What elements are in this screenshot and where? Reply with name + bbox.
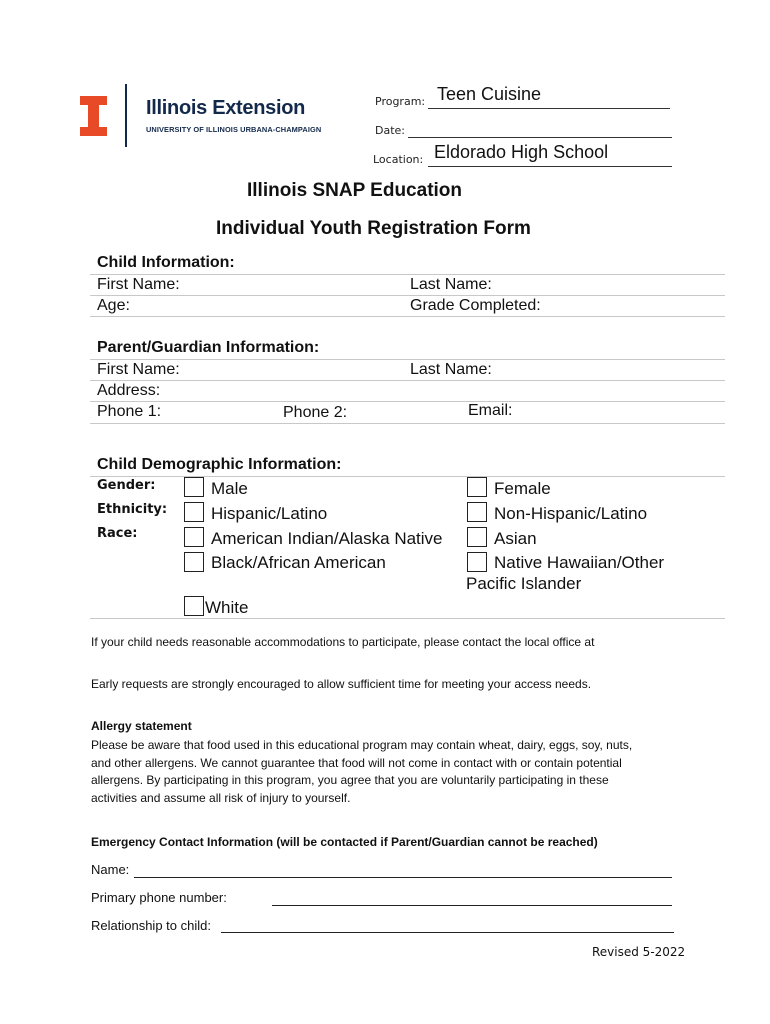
program-value[interactable]: Teen Cuisine [437,84,542,104]
female-checkbox[interactable] [467,477,487,497]
rule [90,423,725,424]
form-title: Illinois SNAP Education [247,180,463,201]
child-grade-field[interactable]: Grade Completed: [410,297,541,314]
parent-first-name-field[interactable]: First Name: [97,361,180,378]
race-label: Race: [97,526,138,541]
logo-divider [125,84,127,147]
parent-phone2-field[interactable]: Phone 2: [283,404,348,421]
allergy-heading: Allergy statement [91,719,192,733]
native-hawaiian-option-label-2: Pacific Islander [466,574,582,593]
white-checkbox[interactable] [184,596,204,616]
hispanic-option-label: Hispanic/Latino [211,504,328,523]
date-label: Date: [375,124,405,137]
black-checkbox[interactable] [184,552,204,572]
location-value[interactable]: Eldorado High School [434,142,609,162]
non-hispanic-option-label: Non-Hispanic/Latino [494,504,648,523]
accommodations-text: If your child needs reasonable accommodations to participate, please contact the local office at [91,635,595,649]
rule [90,618,725,619]
location-line [428,166,672,167]
program-label: Program: [375,95,426,108]
american-indian-option-label: American Indian/Alaska Native [211,529,443,548]
emergency-relationship-label: Relationship to child: [91,918,211,933]
emergency-heading: Emergency Contact Information (will be contacted if Parent/Guardian cannot be reached) [91,835,598,849]
white-option-label: White [205,598,249,617]
rule [90,401,725,402]
allergy-text-line: activities and assume all risk of injury to yourself. [91,791,351,805]
rule [90,295,725,296]
parent-address-field[interactable]: Address: [97,382,161,399]
child-info-heading: Child Information: [97,254,235,271]
revised-date: Revised 5-2022 [592,945,686,959]
logo-subtitle: UNIVERSITY OF ILLINOIS URBANA-CHAMPAIGN [146,125,322,134]
demographics-heading: Child Demographic Information: [97,456,342,473]
ethnicity-label: Ethnicity: [97,502,168,517]
rule [90,274,725,275]
native-hawaiian-option-label: Native Hawaiian/Other [494,553,665,572]
allergy-text-line: and other allergens. We cannot guarantee that food will not come in contact with or contain potential [91,756,622,770]
emergency-relationship-field[interactable] [221,932,674,933]
parent-email-field[interactable]: Email: [468,402,513,419]
gender-label: Gender: [97,478,156,493]
date-line [408,137,672,138]
asian-checkbox[interactable] [467,527,487,547]
logo-title: Illinois Extension [146,97,306,119]
emergency-phone-field[interactable] [272,905,672,906]
child-last-name-field[interactable]: Last Name: [410,276,492,293]
child-age-field[interactable]: Age: [97,297,130,314]
parent-phone1-field[interactable]: Phone 1: [97,403,162,420]
black-option-label: Black/African American [211,553,386,572]
male-option-label: Male [211,479,248,498]
form-subtitle: Individual Youth Registration Form [216,218,531,239]
female-option-label: Female [494,479,551,498]
non-hispanic-checkbox[interactable] [467,502,487,522]
american-indian-checkbox[interactable] [184,527,204,547]
emergency-name-label: Name: [91,862,130,877]
location-label: Location: [373,153,424,166]
illinois-block-i-logo-icon [80,96,107,136]
emergency-phone-label: Primary phone number: [91,890,227,905]
early-requests-text: Early requests are strongly encouraged to allow sufficient time for meeting your access needs. [91,677,592,691]
allergy-text-line: allergens. By participating in this program, you agree that you are voluntarily participating in these [91,773,609,787]
allergy-text-line: Please be aware that food used in this educational program may contain wheat, dairy, eggs, soy, nuts, [91,738,633,752]
rule [90,316,725,317]
emergency-name-field[interactable] [134,877,672,878]
asian-option-label: Asian [494,529,537,548]
parent-info-heading: Parent/Guardian Information: [97,339,320,356]
rule [90,380,725,381]
male-checkbox[interactable] [184,477,204,497]
child-first-name-field[interactable]: First Name: [97,276,180,293]
rule [90,359,725,360]
hispanic-checkbox[interactable] [184,502,204,522]
native-hawaiian-checkbox[interactable] [467,552,487,572]
program-line [428,108,670,109]
parent-last-name-field[interactable]: Last Name: [410,361,492,378]
